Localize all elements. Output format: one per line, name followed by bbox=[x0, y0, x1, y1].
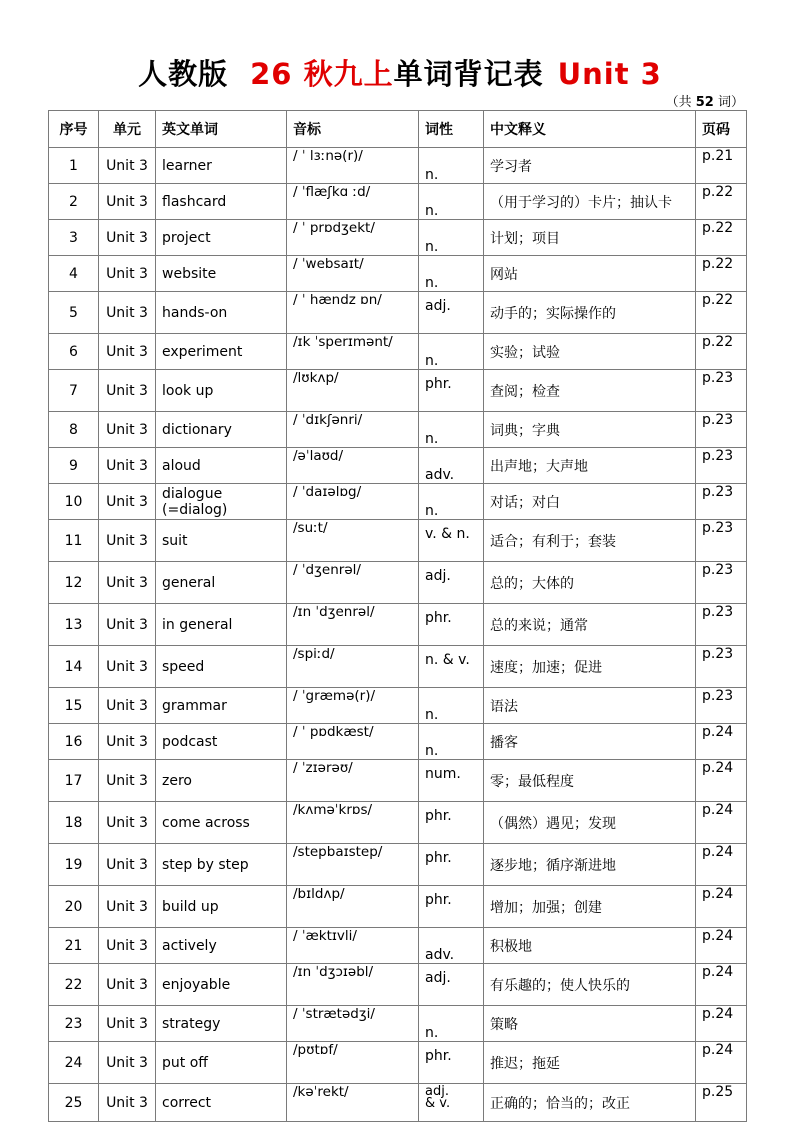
row-english-word: actively bbox=[156, 928, 287, 964]
row-phonetic: /ɪn ˈdʒenrəl/ bbox=[287, 604, 419, 646]
row-english-word: look up bbox=[156, 370, 287, 412]
row-unit: Unit 3 bbox=[99, 184, 156, 220]
row-english-word: podcast bbox=[156, 724, 287, 760]
row-page: p.22 bbox=[696, 292, 747, 334]
row-chinese-meaning: 有乐趣的；使人快乐的 bbox=[484, 964, 696, 1006]
row-english-word: project bbox=[156, 220, 287, 256]
row-chinese-meaning: 增加；加强；创建 bbox=[484, 886, 696, 928]
table-row bbox=[49, 802, 747, 844]
row-number: 22 bbox=[49, 964, 99, 1006]
title-main: 单词背记表 bbox=[393, 57, 544, 91]
row-part-of-speech: num. bbox=[419, 760, 484, 802]
row-english-word: dialogue (=dialog) bbox=[156, 484, 287, 520]
row-unit: Unit 3 bbox=[99, 334, 156, 370]
row-phonetic: / ˈflæʃkɑ ːd/ bbox=[287, 184, 419, 220]
row-phonetic: / ˈdɪkʃənri/ bbox=[287, 412, 419, 448]
row-chinese-meaning: 出声地；大声地 bbox=[484, 448, 696, 484]
row-number: 10 bbox=[49, 484, 99, 520]
row-unit: Unit 3 bbox=[99, 412, 156, 448]
row-part-of-speech: n. bbox=[419, 1006, 484, 1042]
row-part-of-speech: phr. bbox=[419, 802, 484, 844]
row-page: p.23 bbox=[696, 484, 747, 520]
row-number: 4 bbox=[49, 256, 99, 292]
row-number: 15 bbox=[49, 688, 99, 724]
table-row bbox=[49, 370, 747, 412]
row-page: p.23 bbox=[696, 646, 747, 688]
row-phonetic: / ˈæktɪvli/ bbox=[287, 928, 419, 964]
row-unit: Unit 3 bbox=[99, 886, 156, 928]
row-unit: Unit 3 bbox=[99, 802, 156, 844]
row-english-word: speed bbox=[156, 646, 287, 688]
row-phonetic: /suːt/ bbox=[287, 520, 419, 562]
title-prefix: 人教版 bbox=[138, 57, 229, 91]
row-chinese-meaning: 策略 bbox=[484, 1006, 696, 1042]
row-page: p.23 bbox=[696, 448, 747, 484]
vocabulary-table bbox=[48, 110, 747, 1122]
row-phonetic: /pʊtɒf/ bbox=[287, 1042, 419, 1084]
row-part-of-speech: v. & n. bbox=[419, 520, 484, 562]
row-english-word: hands-on bbox=[156, 292, 287, 334]
row-page: p.24 bbox=[696, 1042, 747, 1084]
row-phonetic: / ˈwebsaɪt/ bbox=[287, 256, 419, 292]
row-chinese-meaning: 正确的；恰当的；改正 bbox=[484, 1084, 696, 1122]
row-number: 16 bbox=[49, 724, 99, 760]
row-part-of-speech: n. bbox=[419, 220, 484, 256]
word-count-prefix: （共 bbox=[665, 95, 692, 110]
row-page: p.24 bbox=[696, 844, 747, 886]
word-count-value: 52 bbox=[695, 95, 714, 110]
row-part-of-speech: adj. bbox=[419, 292, 484, 334]
table-row bbox=[49, 148, 747, 184]
row-unit: Unit 3 bbox=[99, 292, 156, 334]
table-row bbox=[49, 604, 747, 646]
row-unit: Unit 3 bbox=[99, 1084, 156, 1122]
row-number: 12 bbox=[49, 562, 99, 604]
title-unit: Unit 3 bbox=[557, 57, 662, 91]
row-number: 6 bbox=[49, 334, 99, 370]
row-chinese-meaning: 查阅；检查 bbox=[484, 370, 696, 412]
row-chinese-meaning: 适合；有利于；套装 bbox=[484, 520, 696, 562]
row-english-word: suit bbox=[156, 520, 287, 562]
row-english-word: zero bbox=[156, 760, 287, 802]
table-row bbox=[49, 562, 747, 604]
row-phonetic: /stepbaɪstep/ bbox=[287, 844, 419, 886]
row-number: 1 bbox=[49, 148, 99, 184]
table-row bbox=[49, 520, 747, 562]
table-row bbox=[49, 220, 747, 256]
table-row bbox=[49, 256, 747, 292]
row-unit: Unit 3 bbox=[99, 724, 156, 760]
row-part-of-speech: n. bbox=[419, 334, 484, 370]
table-row bbox=[49, 184, 747, 220]
row-page: p.23 bbox=[696, 370, 747, 412]
row-part-of-speech: n. & v. bbox=[419, 646, 484, 688]
row-chinese-meaning: 计划；项目 bbox=[484, 220, 696, 256]
row-unit: Unit 3 bbox=[99, 844, 156, 886]
table-row bbox=[49, 928, 747, 964]
row-number: 14 bbox=[49, 646, 99, 688]
row-unit: Unit 3 bbox=[99, 646, 156, 688]
row-phonetic: /lʊkʌp/ bbox=[287, 370, 419, 412]
row-page: p.22 bbox=[696, 334, 747, 370]
row-number: 18 bbox=[49, 802, 99, 844]
row-unit: Unit 3 bbox=[99, 1006, 156, 1042]
row-page: p.23 bbox=[696, 688, 747, 724]
row-part-of-speech: n. bbox=[419, 184, 484, 220]
column-header-number: 序号 bbox=[49, 111, 99, 148]
row-unit: Unit 3 bbox=[99, 220, 156, 256]
row-english-word: aloud bbox=[156, 448, 287, 484]
table-row bbox=[49, 724, 747, 760]
row-english-word: website bbox=[156, 256, 287, 292]
row-chinese-meaning: 词典；字典 bbox=[484, 412, 696, 448]
row-chinese-meaning: 对话；对白 bbox=[484, 484, 696, 520]
row-number: 24 bbox=[49, 1042, 99, 1084]
table-row bbox=[49, 646, 747, 688]
row-page: p.22 bbox=[696, 220, 747, 256]
row-number: 5 bbox=[49, 292, 99, 334]
row-number: 25 bbox=[49, 1084, 99, 1122]
row-number: 7 bbox=[49, 370, 99, 412]
row-chinese-meaning: 实验；试验 bbox=[484, 334, 696, 370]
row-phonetic: /ɪk ˈsperɪmənt/ bbox=[287, 334, 419, 370]
row-chinese-meaning: （偶然）遇见；发现 bbox=[484, 802, 696, 844]
row-page: p.23 bbox=[696, 604, 747, 646]
table-header-row bbox=[49, 111, 747, 148]
row-part-of-speech: adj. bbox=[419, 562, 484, 604]
row-unit: Unit 3 bbox=[99, 370, 156, 412]
table-row bbox=[49, 886, 747, 928]
row-chinese-meaning: 总的来说；通常 bbox=[484, 604, 696, 646]
title-grade: 26 秋九上 bbox=[250, 57, 394, 91]
table-body bbox=[49, 148, 747, 1122]
column-header-unit: 单元 bbox=[99, 111, 156, 148]
row-english-word: enjoyable bbox=[156, 964, 287, 1006]
row-english-word: build up bbox=[156, 886, 287, 928]
row-part-of-speech: n. bbox=[419, 412, 484, 448]
row-page: p.24 bbox=[696, 724, 747, 760]
table-row bbox=[49, 448, 747, 484]
row-page: p.24 bbox=[696, 1006, 747, 1042]
row-english-word: strategy bbox=[156, 1006, 287, 1042]
row-english-word: come across bbox=[156, 802, 287, 844]
row-part-of-speech: adv. bbox=[419, 448, 484, 484]
row-unit: Unit 3 bbox=[99, 484, 156, 520]
row-english-word: grammar bbox=[156, 688, 287, 724]
row-unit: Unit 3 bbox=[99, 1042, 156, 1084]
row-phonetic: / ˈ pɒdkæst/ bbox=[287, 724, 419, 760]
row-chinese-meaning: 播客 bbox=[484, 724, 696, 760]
row-number: 3 bbox=[49, 220, 99, 256]
row-chinese-meaning: 总的；大体的 bbox=[484, 562, 696, 604]
row-page: p.23 bbox=[696, 412, 747, 448]
row-page: p.24 bbox=[696, 760, 747, 802]
row-english-word: step by step bbox=[156, 844, 287, 886]
row-chinese-meaning: 推迟；拖延 bbox=[484, 1042, 696, 1084]
row-phonetic: /əˈlaʊd/ bbox=[287, 448, 419, 484]
column-header-word: 英文单词 bbox=[156, 111, 287, 148]
row-unit: Unit 3 bbox=[99, 688, 156, 724]
row-phonetic: /bɪldʌp/ bbox=[287, 886, 419, 928]
row-unit: Unit 3 bbox=[99, 964, 156, 1006]
row-unit: Unit 3 bbox=[99, 520, 156, 562]
row-english-word: experiment bbox=[156, 334, 287, 370]
row-unit: Unit 3 bbox=[99, 448, 156, 484]
row-part-of-speech: phr. bbox=[419, 604, 484, 646]
row-number: 2 bbox=[49, 184, 99, 220]
row-phonetic: /kəˈrekt/ bbox=[287, 1084, 419, 1122]
row-phonetic: /kʌməˈkrɒs/ bbox=[287, 802, 419, 844]
column-header-page: 页码 bbox=[696, 111, 747, 148]
row-phonetic: / ˈdʒenrəl/ bbox=[287, 562, 419, 604]
row-number: 17 bbox=[49, 760, 99, 802]
row-chinese-meaning: （用于学习的）卡片；抽认卡 bbox=[484, 184, 696, 220]
row-number: 21 bbox=[49, 928, 99, 964]
row-unit: Unit 3 bbox=[99, 256, 156, 292]
row-phonetic: / ˈgræmə(r)/ bbox=[287, 688, 419, 724]
row-part-of-speech: n. bbox=[419, 688, 484, 724]
row-page: p.25 bbox=[696, 1084, 747, 1122]
row-english-word: correct bbox=[156, 1084, 287, 1122]
row-unit: Unit 3 bbox=[99, 760, 156, 802]
row-phonetic: / ˈ prɒdʒekt/ bbox=[287, 220, 419, 256]
row-number: 8 bbox=[49, 412, 99, 448]
row-part-of-speech: n. bbox=[419, 256, 484, 292]
table-row bbox=[49, 1042, 747, 1084]
row-number: 9 bbox=[49, 448, 99, 484]
table-row bbox=[49, 1084, 747, 1122]
row-page: p.23 bbox=[696, 520, 747, 562]
row-english-word: dictionary bbox=[156, 412, 287, 448]
row-page: p.24 bbox=[696, 886, 747, 928]
row-english-word: put off bbox=[156, 1042, 287, 1084]
row-page: p.24 bbox=[696, 964, 747, 1006]
row-part-of-speech: phr. bbox=[419, 370, 484, 412]
row-part-of-speech: adv. bbox=[419, 928, 484, 964]
column-header-part-of-speech: 词性 bbox=[419, 111, 484, 148]
row-unit: Unit 3 bbox=[99, 604, 156, 646]
row-page: p.21 bbox=[696, 148, 747, 184]
row-phonetic: / ˈ hændz ɒn/ bbox=[287, 292, 419, 334]
column-header-phonetic: 音标 bbox=[287, 111, 419, 148]
column-header-chinese-meaning: 中文释义 bbox=[484, 111, 696, 148]
row-part-of-speech: n. bbox=[419, 484, 484, 520]
row-english-word: learner bbox=[156, 148, 287, 184]
table-row bbox=[49, 334, 747, 370]
row-number: 19 bbox=[49, 844, 99, 886]
row-phonetic: / ˈzɪərəʊ/ bbox=[287, 760, 419, 802]
row-unit: Unit 3 bbox=[99, 562, 156, 604]
row-number: 20 bbox=[49, 886, 99, 928]
row-chinese-meaning: 语法 bbox=[484, 688, 696, 724]
row-chinese-meaning: 动手的；实际操作的 bbox=[484, 292, 696, 334]
row-phonetic: /ɪn ˈdʒɔɪəbl/ bbox=[287, 964, 419, 1006]
row-part-of-speech: n. bbox=[419, 148, 484, 184]
row-page: p.23 bbox=[696, 562, 747, 604]
row-number: 23 bbox=[49, 1006, 99, 1042]
row-phonetic: /spiːd/ bbox=[287, 646, 419, 688]
row-unit: Unit 3 bbox=[99, 928, 156, 964]
row-chinese-meaning: 零；最低程度 bbox=[484, 760, 696, 802]
row-english-word: flashcard bbox=[156, 184, 287, 220]
row-phonetic: / ˈ lɜːnə(r)/ bbox=[287, 148, 419, 184]
row-chinese-meaning: 学习者 bbox=[484, 148, 696, 184]
word-count bbox=[666, 91, 744, 110]
table-row bbox=[49, 292, 747, 334]
table-row bbox=[49, 1006, 747, 1042]
row-chinese-meaning: 网站 bbox=[484, 256, 696, 292]
row-chinese-meaning: 速度；加速；促进 bbox=[484, 646, 696, 688]
row-chinese-meaning: 逐步地；循序渐进地 bbox=[484, 844, 696, 886]
word-count-suffix: 词） bbox=[717, 95, 744, 110]
table-row bbox=[49, 844, 747, 886]
row-phonetic: / ˈdaɪəlɒg/ bbox=[287, 484, 419, 520]
row-english-word: in general bbox=[156, 604, 287, 646]
row-page: p.22 bbox=[696, 184, 747, 220]
row-chinese-meaning: 积极地 bbox=[484, 928, 696, 964]
row-english-word: general bbox=[156, 562, 287, 604]
row-part-of-speech: adj. bbox=[419, 964, 484, 1006]
row-phonetic: / ˈstrætədʒi/ bbox=[287, 1006, 419, 1042]
row-page: p.24 bbox=[696, 802, 747, 844]
row-part-of-speech: phr. bbox=[419, 1042, 484, 1084]
row-part-of-speech: phr. bbox=[419, 886, 484, 928]
row-part-of-speech: phr. bbox=[419, 844, 484, 886]
table-row bbox=[49, 412, 747, 448]
row-unit: Unit 3 bbox=[99, 148, 156, 184]
row-part-of-speech: adj. & v. bbox=[419, 1084, 484, 1122]
page-title bbox=[0, 52, 800, 93]
row-page: p.24 bbox=[696, 928, 747, 964]
row-part-of-speech: n. bbox=[419, 724, 484, 760]
table-row bbox=[49, 484, 747, 520]
table-row bbox=[49, 760, 747, 802]
row-number: 11 bbox=[49, 520, 99, 562]
table-row bbox=[49, 688, 747, 724]
row-page: p.22 bbox=[696, 256, 747, 292]
table-row bbox=[49, 964, 747, 1006]
row-number: 13 bbox=[49, 604, 99, 646]
